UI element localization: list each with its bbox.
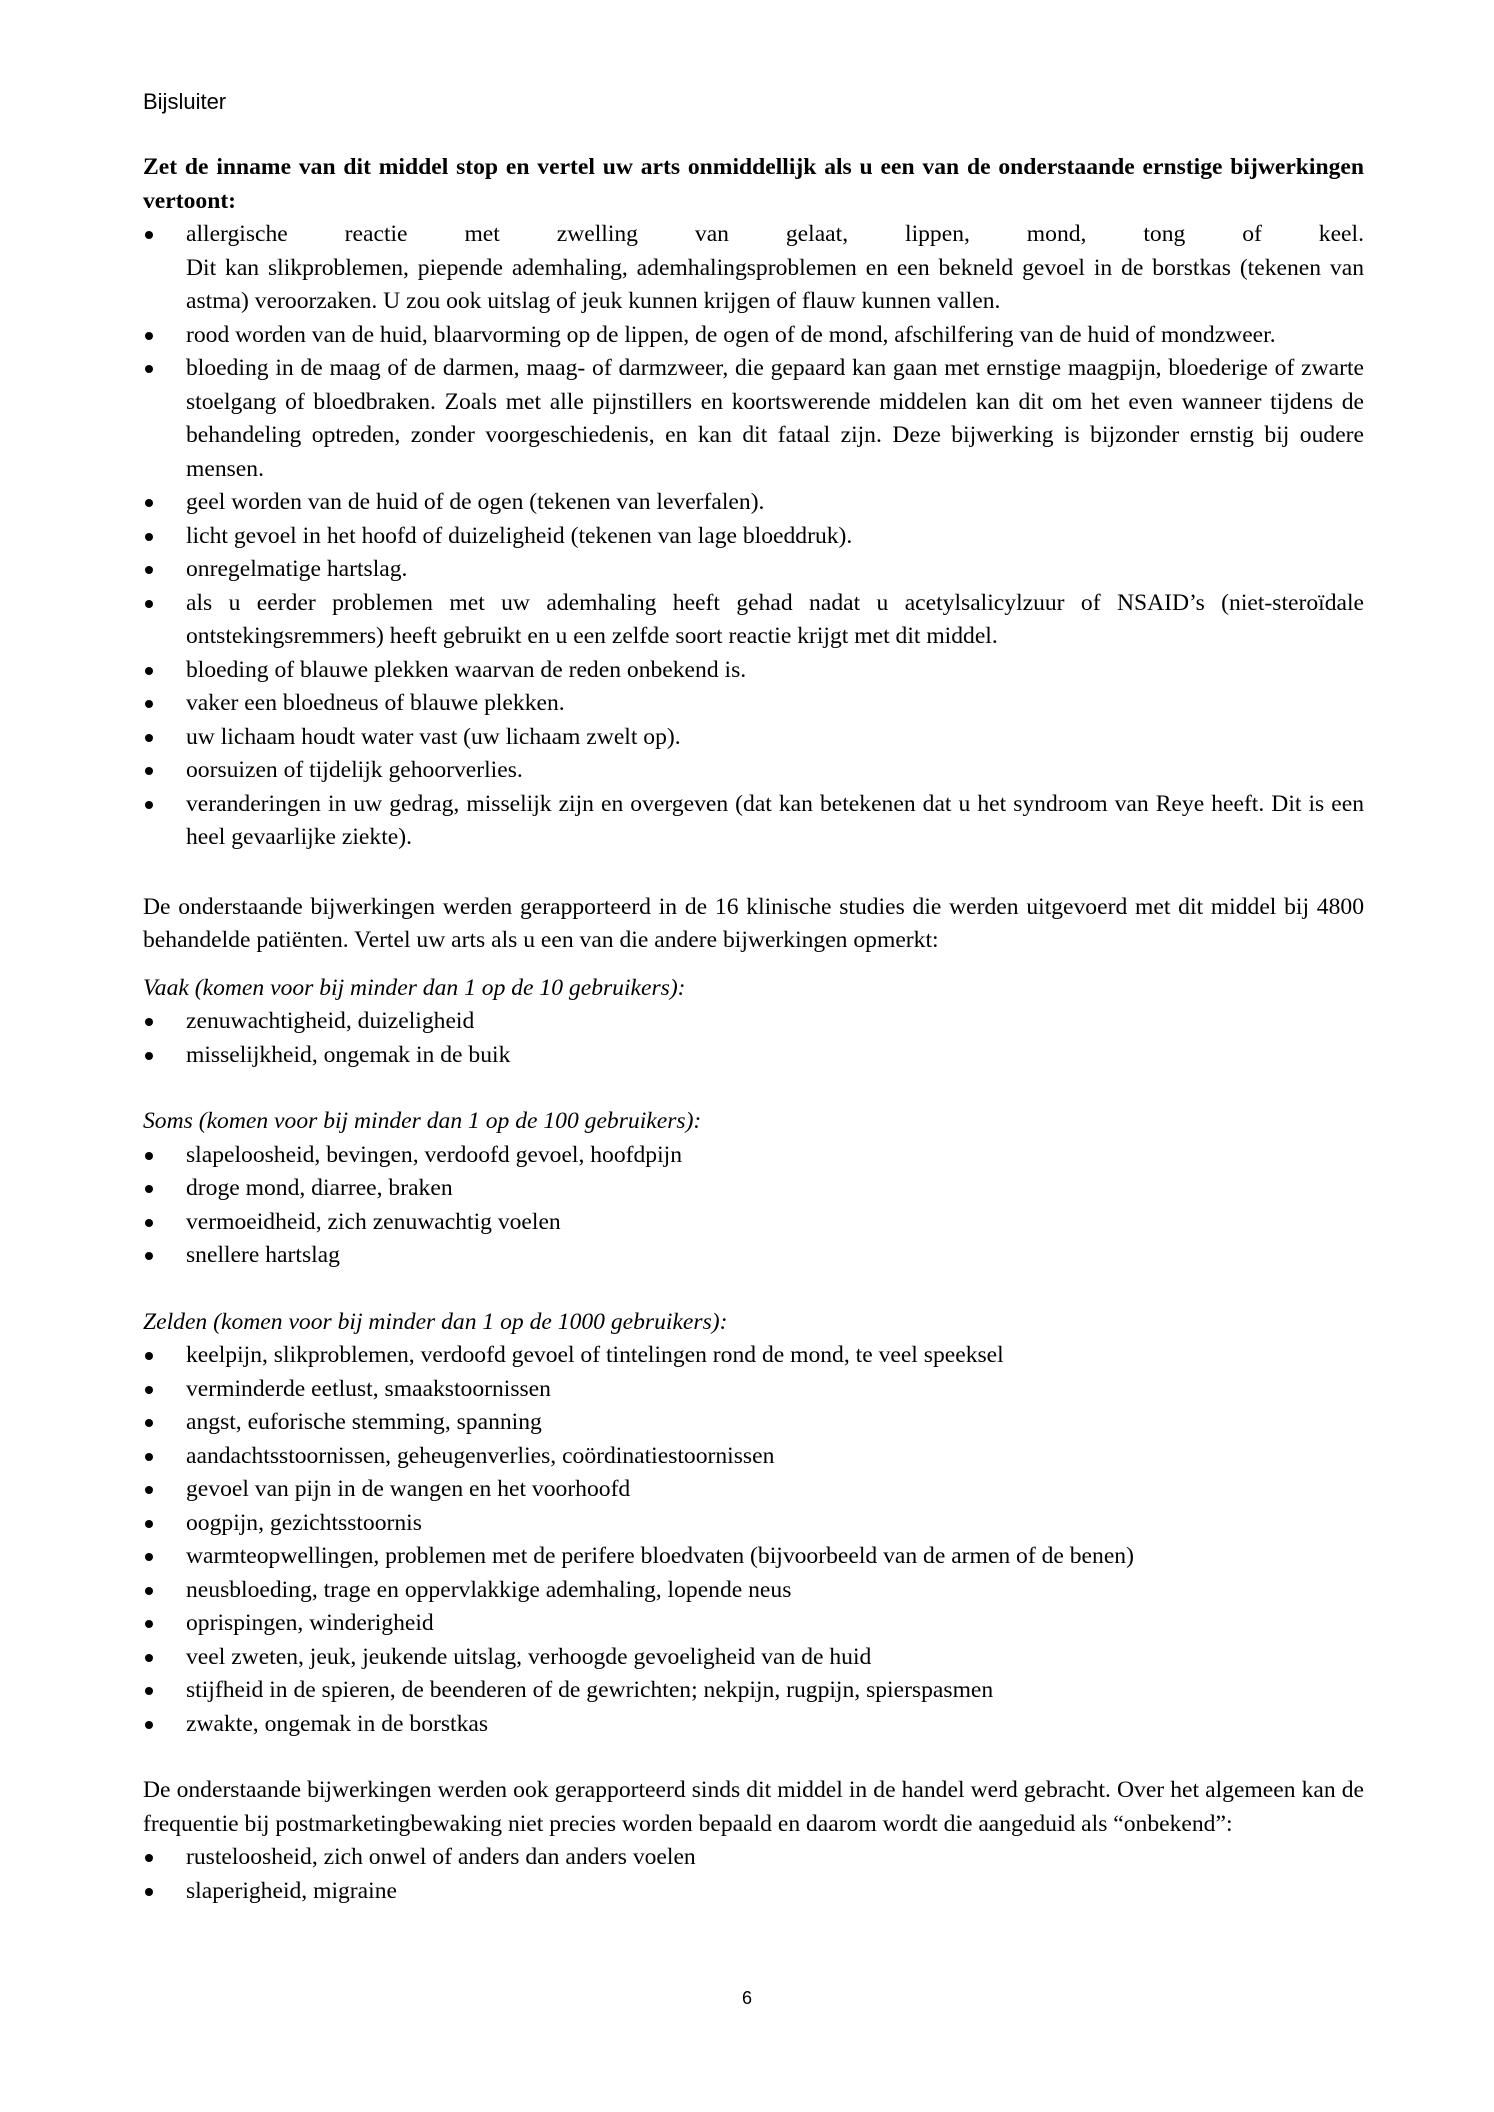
list-item-text: stijfheid in de spieren, de beenderen of de gewrichten; nekpijn, rugpijn, spierspasmen (186, 1677, 994, 1703)
serious-side-effects-title: Zet de inname van dit middel stop en vertel uw arts onmiddellijk als u een van de onderstaande ernstige bijwerkingen vertoont: (143, 154, 1364, 214)
bullet-icon (145, 533, 153, 541)
bullet-icon (145, 1419, 153, 1427)
list-item (143, 1373, 1364, 1407)
list-item (143, 587, 1364, 654)
list-item (143, 1841, 1364, 1875)
list-item-text: geel worden van de huid of de ogen (tekenen van leverfalen). (186, 489, 765, 515)
bullet-icon (145, 700, 153, 708)
frequency-heading-common: Vaak (komen voor bij minder dan 1 op de 10 gebruikers): (143, 974, 686, 1001)
list-item (143, 1507, 1364, 1541)
bullet-icon (145, 1352, 153, 1360)
list-item-text: snellere hartslag (186, 1242, 340, 1268)
list-item-text: misselijkheid, ongemak in de buik (186, 1041, 511, 1068)
list-item (143, 1473, 1364, 1507)
list-item-text: gevoel van pijn in de wangen en het voorhoofd (186, 1476, 631, 1502)
list-item (143, 687, 1364, 721)
bullet-icon (145, 566, 153, 574)
list-item-text: veranderingen in uw gedrag, misselijk zijn en overgeven (dat kan betekenen dat u het syndroom van Reye heeft. Dit is een heel gevaarlijke ziekte). (186, 790, 1364, 850)
bullet-icon (145, 767, 153, 775)
page-header: Bijsluiter (143, 89, 227, 114)
list-item (143, 1708, 1364, 1742)
list-item-text: Dit kan slikproblemen, piepende ademhaling, ademhalingsproblemen en een bekneld gevoel in de borstkas (tekenen van astma) veroorzaken. U zou ook uitslag of jeuk kunnen krijgen of flauw kunnen vallen. (186, 254, 1364, 314)
list-item-text: veel zweten, jeuk, jeukende uitslag, verhoogde gevoeligheid van de huid (186, 1643, 872, 1670)
list-item (143, 1607, 1364, 1641)
list-item-text: aandachtsstoornissen, geheugenverlies, coördinatiestoornissen (186, 1442, 775, 1469)
list-item-text: keelpijn, slikproblemen, verdoofd gevoel of tintelingen rond de mond, te veel speeksel (186, 1342, 1004, 1368)
serious-side-effects-list (143, 218, 1364, 855)
list-item-text: slaperigheid, migraine (186, 1877, 397, 1904)
frequency-heading-rare: Zelden (komen voor bij minder dan 1 op de 1000 gebruikers): (143, 1308, 728, 1335)
list-item (143, 486, 1364, 520)
bullet-icon (145, 734, 153, 742)
list-item (143, 1641, 1364, 1675)
rare-side-effects-list (143, 1339, 1364, 1741)
list-item (143, 319, 1364, 353)
list-item (143, 1875, 1364, 1909)
bullet-icon (145, 1486, 153, 1494)
list-item-text: bloeding in de maag of de darmen, maag- of darmzweer, die gepaard kan gaan met ernstige maagpijn, bloederige of zwarte stoelgang of bloedbraken. Zoals met alle pijnstillers en koortswerende middelen kan dit om het even wanneer tijdens de behandeling optreden, zonder voorgeschiedenis, en kan dit fataal zijn. Deze bijwerking is bijzonder ernstig bij oudere mensen. (186, 355, 1364, 482)
bullet-icon (145, 1620, 153, 1628)
bullet-icon (145, 600, 153, 608)
list-item (143, 1139, 1364, 1173)
bullet-icon (145, 1687, 153, 1695)
list-item-text: vermoeidheid, zich zenuwachtig voelen (186, 1208, 561, 1235)
bullet-icon (145, 1386, 153, 1394)
bullet-icon (145, 801, 153, 809)
list-item-text: zwakte, ongemak in de borstkas (186, 1710, 489, 1737)
postmarketing-intro: De onderstaande bijwerkingen werden ook gerapporteerd sinds dit middel in de handel werd gebracht. Over het algemeen kan de frequentie bij postmarketingbewaking niet precies worden bepaald en daarom wordt die aangeduid als “onbekend”: (143, 1777, 1364, 1837)
list-item (143, 721, 1364, 755)
bullet-icon (145, 365, 153, 373)
list-item (143, 1206, 1364, 1240)
bullet-icon (145, 1052, 153, 1060)
bullet-icon (145, 1520, 153, 1528)
list-item-text: rood worden van de huid, blaarvorming op de lippen, de ogen of de mond, afschilfering van de huid of mondzweer. (186, 321, 1276, 348)
list-item (143, 352, 1364, 486)
list-item (143, 520, 1364, 554)
list-item-text: onregelmatige hartslag. (186, 556, 408, 582)
bullet-icon (145, 1219, 153, 1227)
bullet-icon (145, 1252, 153, 1260)
list-item (143, 754, 1364, 788)
list-item (143, 1172, 1364, 1206)
list-item-text: oorsuizen of tijdelijk gehoorverlies. (186, 757, 523, 783)
bullet-icon (145, 1721, 153, 1729)
list-item-text: bloeding of blauwe plekken waarvan de reden onbekend is. (186, 656, 747, 683)
frequency-heading-uncommon: Soms (komen voor bij minder dan 1 op de 100 gebruikers): (143, 1108, 702, 1134)
bullet-icon (145, 332, 153, 340)
bullet-icon (145, 1453, 153, 1461)
uncommon-side-effects-list (143, 1139, 1364, 1273)
common-side-effects-list (143, 1005, 1364, 1072)
bullet-icon (145, 1018, 153, 1026)
list-item (143, 1440, 1364, 1474)
unknown-frequency-list (143, 1841, 1364, 1908)
page-content (143, 151, 1364, 1908)
list-item (143, 1574, 1364, 1608)
page-number: 6 (741, 1988, 752, 2008)
bullet-icon (145, 1553, 153, 1561)
list-item (143, 1005, 1364, 1039)
bullet-icon (145, 499, 153, 507)
bullet-icon (145, 1888, 153, 1896)
list-item (143, 1039, 1364, 1073)
list-item (143, 553, 1364, 587)
list-item-text: droge mond, diarree, braken (186, 1175, 453, 1201)
list-item-text: uw lichaam houdt water vast (uw lichaam zwelt op). (186, 723, 681, 750)
list-item-text: oprispingen, winderigheid (186, 1610, 434, 1636)
list-item (143, 1339, 1364, 1373)
list-item (143, 788, 1364, 855)
list-item-text: verminderde eetlust, smaakstoornissen (186, 1375, 551, 1402)
bullet-icon (145, 1654, 153, 1662)
clinical-studies-intro: De onderstaande bijwerkingen werden gerapporteerd in de 16 klinische studies die werden uitgevoerd met dit middel bij 4800 behandelde patiënten. Vertel uw arts als u een van die andere bijwerkingen opmerkt: (143, 893, 1364, 953)
bullet-icon (145, 231, 153, 239)
list-item-text: licht gevoel in het hoofd of duizeligheid (tekenen van lage bloeddruk). (186, 522, 853, 549)
list-item-text: warmteopwellingen, problemen met de perifere bloedvaten (bijvoorbeeld van de armen of de benen) (186, 1543, 1134, 1569)
list-item (143, 654, 1364, 688)
list-item (143, 1674, 1364, 1708)
list-item (143, 218, 1364, 319)
list-item-text: als u eerder problemen met uw ademhaling heeft gehad nadat u acetylsalicylzuur of NSAID’s (niet-steroïdale ontstekingsremmers) heeft gebruikt en u een zelfde soort reactie krijgt met dit middel. (186, 589, 1364, 649)
bullet-icon (145, 1152, 153, 1160)
list-item-text: neusbloeding, trage en oppervlakkige ademhaling, lopende neus (186, 1576, 792, 1603)
bullet-icon (145, 1854, 153, 1862)
bullet-icon (145, 667, 153, 675)
bullet-icon (145, 1185, 153, 1193)
bullet-icon (145, 1587, 153, 1595)
list-item-text: vaker een bloedneus of blauwe plekken. (186, 690, 565, 716)
list-item-text: slapeloosheid, bevingen, verdoofd gevoel, hoofdpijn (186, 1141, 683, 1168)
list-item-text: rusteloosheid, zich onwel of anders dan anders voelen (186, 1844, 696, 1870)
list-item-text: angst, euforische stemming, spanning (186, 1409, 542, 1435)
list-item (143, 1406, 1364, 1440)
list-item-text: oogpijn, gezichtsstoornis (186, 1509, 422, 1536)
list-item-text: zenuwachtigheid, duizeligheid (186, 1008, 475, 1034)
list-item-lead: allergische reactie met zwelling van gelaat, lippen, mond, tong of keel. (186, 221, 1364, 247)
list-item (143, 1239, 1364, 1273)
list-item (143, 1540, 1364, 1574)
